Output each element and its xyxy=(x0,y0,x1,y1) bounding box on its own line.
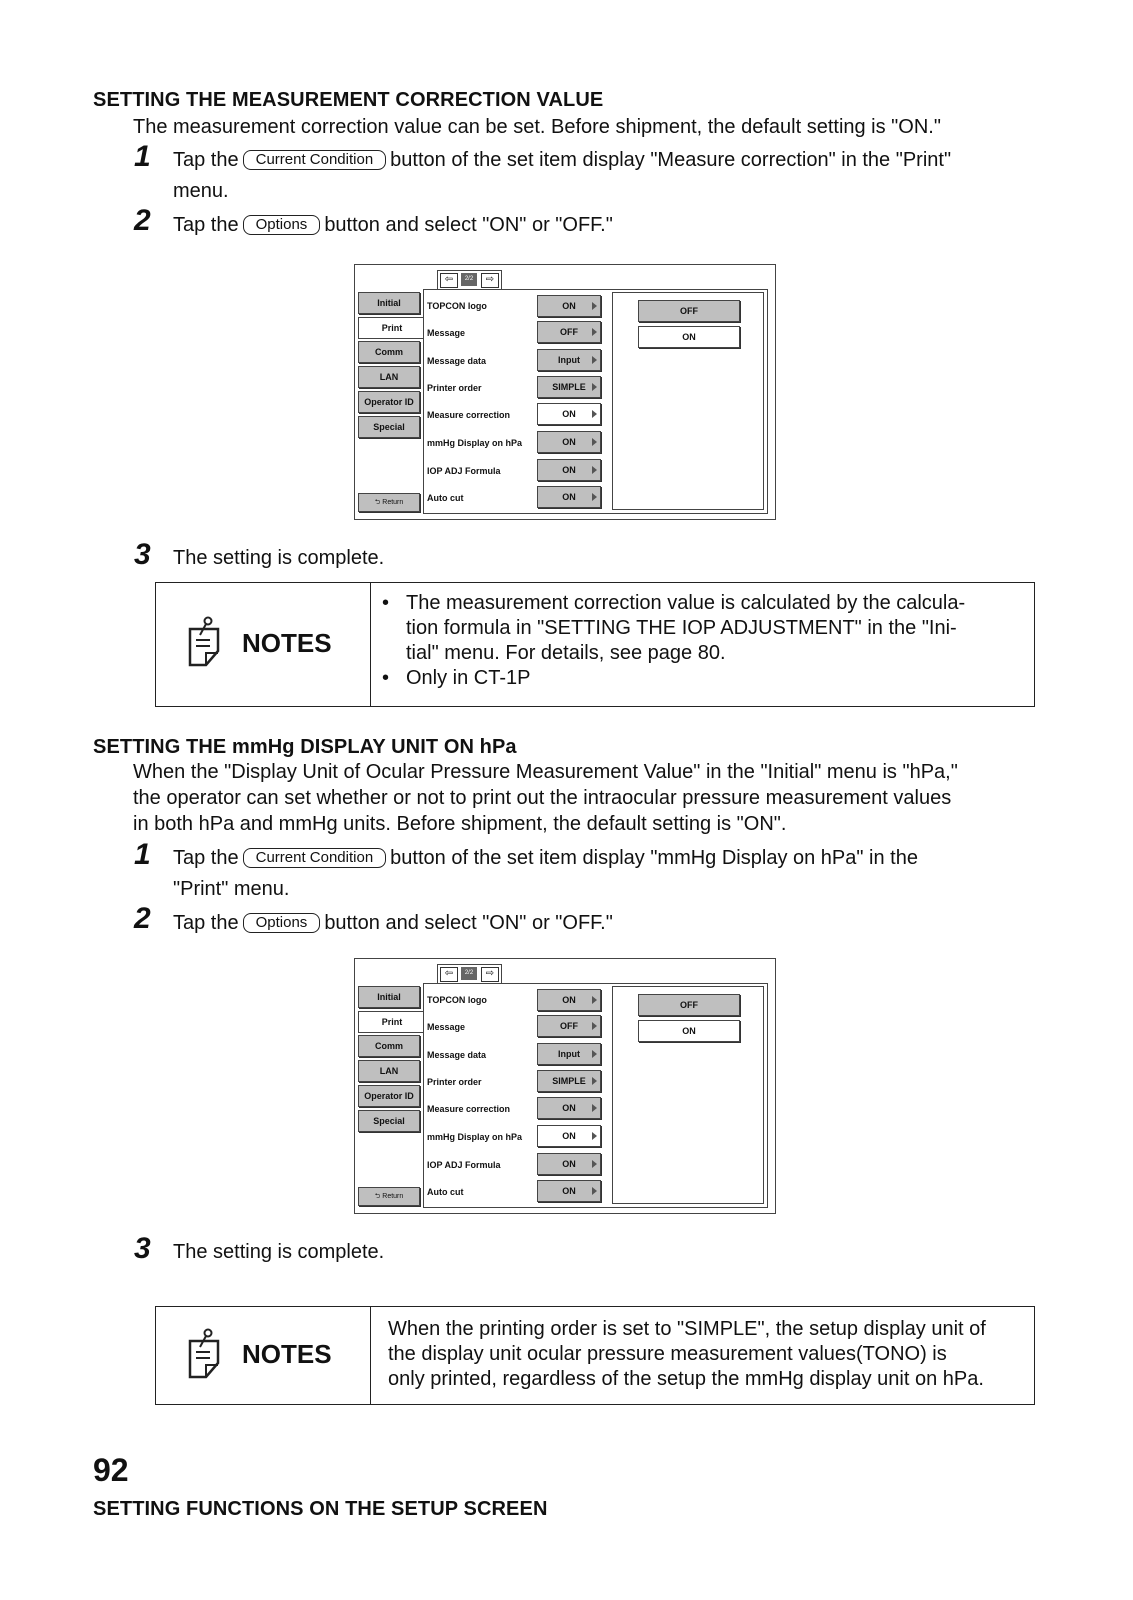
section2-intro: When the "Display Unit of Ocular Pressure Measurement Value" in the "Initial" menu is "hPa," the operator can set whether or not to print out the intraocular pressure measurement values in both hPa and mmHg units. Before shipment, the default setting is "ON". xyxy=(133,761,958,835)
setup-screen xyxy=(354,958,776,1214)
return-icon: ⮌ xyxy=(374,1193,381,1200)
step2-text: Tap the Options button and select "ON" or "OFF." xyxy=(173,912,613,934)
prev-page-icon[interactable]: ⇦ xyxy=(440,967,458,982)
row-value-button[interactable]: Input xyxy=(537,1043,601,1065)
list-item: • Only in CT-1P xyxy=(382,667,531,689)
tab-initial[interactable]: Initial xyxy=(358,986,420,1008)
step1-continuation: menu. xyxy=(173,180,229,202)
row-label: Message data xyxy=(427,356,487,366)
option-off[interactable]: OFF xyxy=(638,300,740,322)
step1-continuation: "Print" menu. xyxy=(173,878,290,900)
step-number: 2 xyxy=(134,902,151,935)
row-value-button[interactable]: ON xyxy=(537,1180,601,1202)
arrow-right-icon xyxy=(592,1077,597,1085)
arrow-right-icon xyxy=(592,1187,597,1195)
arrow-right-icon xyxy=(592,383,597,391)
page-navigator xyxy=(437,964,502,983)
row-value-button[interactable]: ON xyxy=(537,295,601,317)
step-number: 3 xyxy=(134,538,151,571)
tab-lan[interactable]: LAN xyxy=(358,366,420,388)
row-value-button[interactable]: OFF xyxy=(537,1015,601,1037)
arrow-right-icon xyxy=(592,1104,597,1112)
page-indicator: 2/2 xyxy=(461,273,477,286)
row-label: mmHg Display on hPa xyxy=(427,1132,523,1142)
arrow-right-icon xyxy=(592,493,597,501)
arrow-right-icon xyxy=(592,1022,597,1030)
arrow-right-icon xyxy=(592,410,597,418)
page-navigator xyxy=(437,270,502,289)
page-indicator: 2/2 xyxy=(461,967,477,980)
arrow-right-icon xyxy=(592,302,597,310)
row-value-button-selected[interactable]: ON xyxy=(537,403,601,425)
row-label: Message data xyxy=(427,1050,487,1060)
step-number: 2 xyxy=(134,204,151,237)
tab-operator-id[interactable]: Operator ID xyxy=(358,1085,420,1107)
arrow-right-icon xyxy=(592,1050,597,1058)
notes-header xyxy=(156,1307,371,1404)
notes-title: NOTES xyxy=(242,628,332,658)
options-list xyxy=(612,292,764,510)
tab-print[interactable]: Print xyxy=(358,317,425,339)
row-value-button[interactable]: ON xyxy=(537,486,601,508)
list-item: • The measurement correction value is calculated by the calcula- tion formula in "SETTING THE IOP ADJUSTMENT" in the "Ini- tial" menu. For details, see page 80. xyxy=(382,592,966,664)
notes-line: the display unit ocular pressure measurement values(TONO) is xyxy=(388,1343,947,1365)
row-label: TOPCON logo xyxy=(427,995,487,1005)
row-value-button[interactable]: ON xyxy=(537,1153,601,1175)
row-value-button[interactable]: SIMPLE xyxy=(537,1070,601,1092)
notes-line: When the printing order is set to "SIMPLE", the setup display unit of xyxy=(388,1318,986,1340)
row-label: mmHg Display on hPa xyxy=(427,438,523,448)
row-label: Measure correction xyxy=(427,1104,511,1114)
notes-header xyxy=(156,583,371,706)
option-off[interactable]: OFF xyxy=(638,994,740,1016)
step2-text: Tap the Options button and select "ON" or "OFF." xyxy=(173,214,613,236)
setup-screen xyxy=(354,264,776,520)
tab-lan[interactable]: LAN xyxy=(358,1060,420,1082)
row-value-button[interactable]: SIMPLE xyxy=(537,376,601,398)
notes-title: NOTES xyxy=(242,1339,332,1369)
arrow-right-icon xyxy=(592,1132,597,1140)
option-on[interactable]: ON xyxy=(638,326,740,348)
row-label: Message xyxy=(427,1022,466,1032)
options-list xyxy=(612,986,764,1204)
row-value-button[interactable]: OFF xyxy=(537,321,601,343)
arrow-right-icon xyxy=(592,996,597,1004)
settings-panel xyxy=(423,289,768,514)
step-number: 1 xyxy=(134,140,151,173)
step1-text: Tap the Current Condition button of the set item display "mmHg Display on hPa" in the xyxy=(173,847,918,869)
row-value-button[interactable]: ON xyxy=(537,989,601,1011)
next-page-icon[interactable]: ⇨ xyxy=(481,273,499,288)
tab-comm[interactable]: Comm xyxy=(358,1035,420,1057)
current-condition-button: Current Condition xyxy=(243,848,387,868)
pencil-note-icon xyxy=(184,615,224,669)
section1-heading: SETTING THE MEASUREMENT CORRECTION VALUE xyxy=(93,89,604,111)
arrow-right-icon xyxy=(592,328,597,336)
return-button[interactable]: ⮌ Return xyxy=(358,1187,420,1206)
row-label: Auto cut xyxy=(427,1187,464,1197)
row-value-button[interactable]: Input xyxy=(537,349,601,371)
tab-operator-id[interactable]: Operator ID xyxy=(358,391,420,413)
pencil-note-icon xyxy=(184,1327,224,1381)
row-value-button[interactable]: ON xyxy=(537,459,601,481)
row-label: Measure correction xyxy=(427,410,511,420)
section1-intro: The measurement correction value can be set. Before shipment, the default setting is "ON." xyxy=(133,116,941,138)
current-condition-button: Current Condition xyxy=(243,150,387,170)
chapter-title: SETTING FUNCTIONS ON THE SETUP SCREEN xyxy=(93,1498,548,1520)
step3-text: The setting is complete. xyxy=(173,1241,385,1263)
row-label: Message xyxy=(427,328,466,338)
row-label: IOP ADJ Formula xyxy=(427,466,501,476)
step-number: 3 xyxy=(134,1232,151,1265)
row-label: IOP ADJ Formula xyxy=(427,1160,501,1170)
arrow-right-icon xyxy=(592,438,597,446)
option-on[interactable]: ON xyxy=(638,1020,740,1042)
tab-special[interactable]: Special xyxy=(358,416,420,438)
step3-text: The setting is complete. xyxy=(173,547,385,569)
row-value-button-selected[interactable]: ON xyxy=(537,1125,601,1147)
notes-line: only printed, regardless of the setup the mmHg display unit on hPa. xyxy=(388,1368,984,1390)
arrow-right-icon xyxy=(592,1160,597,1168)
prev-page-icon[interactable]: ⇦ xyxy=(440,273,458,288)
notes-box xyxy=(155,1306,1035,1405)
next-page-icon[interactable]: ⇨ xyxy=(481,967,499,982)
options-button: Options xyxy=(243,913,321,933)
section2-heading: SETTING THE mmHg DISPLAY UNIT ON hPa xyxy=(93,736,517,758)
row-value-button[interactable]: ON xyxy=(537,1097,601,1119)
step-number: 1 xyxy=(134,838,151,871)
options-button: Options xyxy=(243,215,321,235)
return-button[interactable]: ⮌ Return xyxy=(358,493,420,512)
settings-panel xyxy=(423,983,768,1208)
notes-box xyxy=(155,582,1035,707)
page-number: 92 xyxy=(93,1452,129,1488)
row-label: TOPCON logo xyxy=(427,301,487,311)
step1-text: Tap the Current Condition button of the set item display "Measure correction" in the "Print" xyxy=(173,149,952,171)
tab-special[interactable]: Special xyxy=(358,1110,420,1132)
notes-content xyxy=(388,1317,1022,1392)
tab-comm[interactable]: Comm xyxy=(358,341,420,363)
return-icon: ⮌ xyxy=(374,499,381,506)
tab-initial[interactable]: Initial xyxy=(358,292,420,314)
row-value-button[interactable]: ON xyxy=(537,431,601,453)
arrow-right-icon xyxy=(592,466,597,474)
notes-content xyxy=(382,591,1022,691)
arrow-right-icon xyxy=(592,356,597,364)
row-label: Printer order xyxy=(427,383,482,393)
row-label: Printer order xyxy=(427,1077,482,1087)
row-label: Auto cut xyxy=(427,493,464,503)
tab-print[interactable]: Print xyxy=(358,1011,425,1033)
